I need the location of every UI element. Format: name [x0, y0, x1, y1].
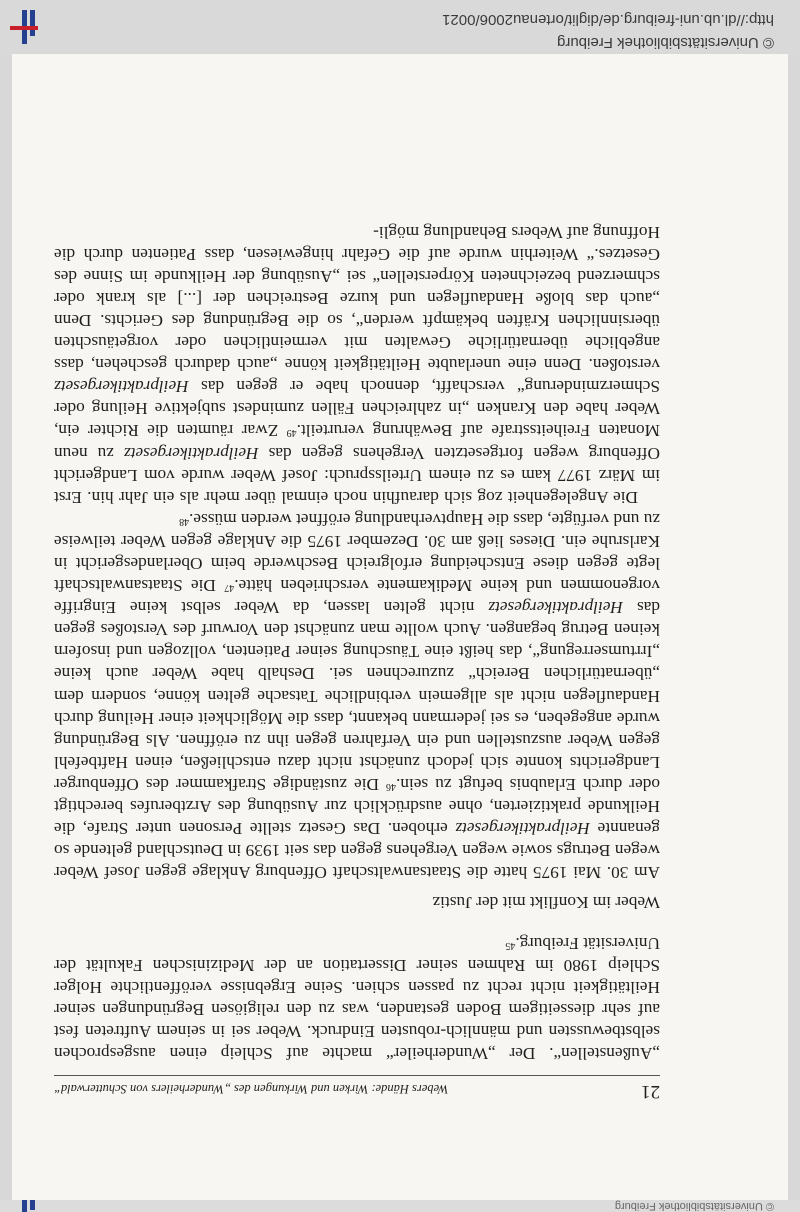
section-heading: Weber im Konflikt mit der Justiz — [432, 893, 660, 913]
paragraph-3: Die Angelegenheit zog sich daraufhin noch einmal über mehr als ein Jahr hin. Erst im März 1977 kam es zu einem Urteilsspruch: Josef Weber wurde vom Landgericht Offenburg wegen fortgesetzten Vergehens gegen das Heilpraktikergesetz zu neun Monaten Freiheitsstrafe auf Bewährung verurteilt.$^{49}$ Zwar räumten die Richter ein, Weber habe den Kranken „in zahlreichen Fällen zumindest subjektive Heilung oder Schmerzminderung“ verschafft, dennoch habe er gegen das Heilpraktikergesetz verstoßen. Denn eine unerlaubte Heiltätigkeit könne „auch dadurch geschehen, dass angebliche übernatürliche Gewalten mit vermeintlichen oder vorgetäuschten übersinnlichen Kräften bekämpft werden“, so die Begründung des Gerichts. Denn „auch das bloße Handauflegen und kurze Bestreichen der [...] als krank oder schmerzend bezeichneten Körperstellen“ sei „Ausübung der Heilkunde im Sinne des Gesetzes.“ Weiterhin wurde auf die Gefahr hingewiesen, dass Patienten durch die Hoffnung auf Webers Behandlung mögli- — [53, 222, 660, 507]
italic-law-name: Heilpraktikergesetz — [488, 598, 624, 618]
footnote-marker: 48 — [179, 515, 190, 527]
library-copyright: © Universitätsbibliothek Freiburg — [614, 1200, 774, 1212]
university-logo-icon — [10, 1200, 38, 1212]
url-bar — [0, 0, 800, 54]
book-page — [12, 54, 788, 1200]
footnote-marker: 47 — [224, 582, 235, 594]
footnote-marker: 49 — [286, 427, 297, 439]
university-logo-icon — [10, 10, 38, 44]
italic-law-name: Heilpraktikergesetz — [54, 377, 189, 397]
running-head: Webers Hände: Wirken und Wirkungen des „Wunderheilers von Schutterwald“ — [54, 1082, 449, 1096]
footnote-marker: 46 — [386, 780, 396, 792]
page-body — [54, 221, 660, 1064]
url-bar-copyright: © Universitätsbibliothek Freiburg — [557, 34, 774, 51]
italic-law-name: Heilpraktikergesetz — [455, 819, 591, 839]
header-rule — [54, 1075, 660, 1076]
page-number: 21 — [641, 1081, 660, 1102]
footnote-marker: 45 — [505, 939, 516, 951]
paragraph-1: „Außenstellen“. Der „Wunderheiler“ machte auf Schleip einen ausgesprochen selbstbewussten und männlich-robusten Eindruck. Weber sei in seinem Auftreten fest auf sehr diesseitigem Boden gestanden, was zu den religiösen Begründungen seiner Heiltätigkeit nicht recht zu passen schien. Seine Ergebnisse veröffentlichte Holger Schleip 1980 im Rahmen seiner Dissertation an der Medizinischen Fakultät der Universität Freiburg.$^{45}$ — [54, 933, 660, 1063]
page-url-link[interactable]: http://dl.ub.uni-freiburg.de/diglit/ortenau2006/0021 — [442, 11, 774, 28]
italic-law-name: Heilpraktikergesetz — [123, 443, 259, 463]
library-bar — [0, 1200, 800, 1212]
paragraph-2: Am 30. Mai 1975 hatte die Staatsanwaltschaft Offenburg Anklage gegen Josef Weber wegen Betrugs sowie wegen Vergehens gegen das seit 1939 in Deutschland geltende so genannte Heilpraktikergesetz erhoben. Das Gesetz stellte Personen unter Strafe, die Heilkunde praktizierten, ohne ausdrücklich zur Ausübung des Arztberufes berechtigt oder durch Erlaubnis befugt zu sein.$^{46}$ Die zuständige Strafkammer des Offenburger Landgerichts konnte sich jedoch zunächst nicht dazu entschließen, einen Haftbefehl gegen Weber auszustellen und ein Verfahren gegen ihn zu eröffnen. Als Begründung wurde angegeben, es sei jedermann bekannt, dass die Möglichkeit einer Heilung durch Handauflegen nicht als allgemein verbindliche Tatsache gelten könne, sondern dem „übernatürlichen Bereich“ zuzurechnen sei. Deshalb habe Weber auch keine „Irrtumserregung“, das heißt eine Täuschung seiner Patienten, vollzogen und insofern keinen Betrug begangen. Auch wollte man zunächst den Vorwurf des Verstoßes gegen das Heilpraktikergesetz nicht gelten lassen, da Weber selbst keine Eingriffe vorgenommen und keine Medikamente verschrieben hätte.$^{47}$ Die Staatsanwaltschaft legte gegen diese Entscheidung erfolgreich Beschwerde beim Oberlandesgericht in Karlsruhe ein. Dieses ließ am 30. Dezember 1975 die Anklage gegen Weber teilweise zu und verfügte, dass die Hauptverhandlung eröffnet werden müsse.$^{48}$ — [53, 509, 660, 883]
